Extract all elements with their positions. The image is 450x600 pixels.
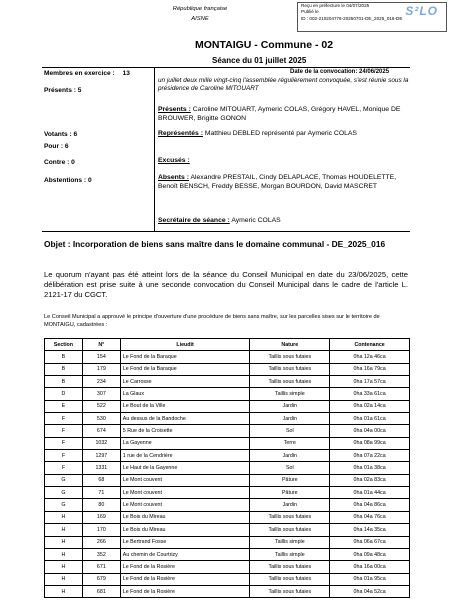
cell-section: F <box>45 425 83 437</box>
cell-nature: Taillis simple <box>250 536 330 548</box>
table-row <box>45 413 410 425</box>
contre-count: Contre : 0 <box>44 159 75 166</box>
cell-lieudit: Le Fond de la Baraque <box>120 351 250 363</box>
cell-nature: Sol <box>250 425 330 437</box>
cell-numero: 674 <box>82 425 120 437</box>
cell-lieudit: Le Carrosse <box>120 376 250 388</box>
cell-lieudit: 1 rue de la Cendrière <box>120 450 250 462</box>
table-row <box>45 561 410 573</box>
cell-nature: Taillis sous futaies <box>250 363 330 375</box>
absents-names: Alexandre PRESTAIL, Cindy DELAPLACE, Thomas HOUDELETTE, Benoît BENSCH, Freddy BESSE, Morgan BOURDON, David MASCRET <box>158 174 397 191</box>
abstentions-count: Abstentions : 0 <box>44 177 92 184</box>
col-lieudit: Lieudit <box>120 339 250 351</box>
cell-numero: 352 <box>82 548 120 560</box>
cell-nature: Taillis sous futaies <box>250 573 330 585</box>
cell-contenance: 0ha 02a 83ca <box>330 474 410 486</box>
secretaire-name: Aymeric COLAS <box>231 217 281 224</box>
prefecture-stamp <box>297 2 447 32</box>
cell-contenance: 0ha 04a 00ca <box>330 425 410 437</box>
table-row <box>45 573 410 585</box>
votants-count: Votants : 6 <box>44 131 78 138</box>
cell-lieudit: Au dessus de la Bandoche <box>120 413 250 425</box>
cell-contenance: 0ha 09a 48ca <box>330 548 410 560</box>
cell-lieudit: Le Mont couvent <box>120 474 250 486</box>
membres-row <box>44 70 130 77</box>
cell-section: H <box>45 536 83 548</box>
cell-contenance: 0ha 33a 61ca <box>330 388 410 400</box>
cell-nature: Taillis sous futaies <box>250 511 330 523</box>
cell-section: B <box>45 351 83 363</box>
cell-lieudit: La Gayenne <box>120 437 250 449</box>
seance-date: Séance du 01 juillet 2025 <box>212 56 307 65</box>
cell-numero: 530 <box>82 413 120 425</box>
col-section: Section <box>45 339 83 351</box>
cell-contenance: 0ha 04a 76ca <box>330 511 410 523</box>
cell-numero: 1331 <box>82 462 120 474</box>
parcels-table <box>44 338 410 598</box>
cell-contenance: 0ha 07a 22ca <box>330 450 410 462</box>
cell-lieudit: Le Haut de la Gayenne <box>120 462 250 474</box>
cell-numero: 154 <box>82 351 120 363</box>
presents-heading: Présents : <box>158 106 191 113</box>
cell-numero: 522 <box>82 400 120 412</box>
cell-section: H <box>45 511 83 523</box>
cell-section: H <box>45 524 83 536</box>
cell-lieudit: Le Mont couvent <box>120 499 250 511</box>
cell-contenance: 0ha 01a 38ca <box>330 462 410 474</box>
table-row <box>45 536 410 548</box>
cell-lieudit: Au chemin de Courtrizy <box>120 548 250 560</box>
cell-lieudit: Le Mont couvent <box>120 487 250 499</box>
cell-nature: Jardin <box>250 400 330 412</box>
convocation-date: Date de la convocation: 24/06/2025 <box>290 69 390 75</box>
departement-label: AISNE <box>191 16 209 22</box>
absents-heading: Absents : <box>158 174 189 181</box>
cell-lieudit: La Glaux <box>120 388 250 400</box>
cell-numero: 307 <box>82 388 120 400</box>
cell-section: G <box>45 499 83 511</box>
cell-numero: 1297 <box>82 450 120 462</box>
page-title: MONTAIGU - Commune - 02 <box>195 39 334 51</box>
membres-label: Membres en exercice : <box>44 70 115 77</box>
cell-section: H <box>45 573 83 585</box>
stamp-line1: Reçu en préfecture le 04/07/2025 <box>301 3 370 8</box>
cell-contenance: 0ha 17a 57ca <box>330 376 410 388</box>
table-row <box>45 499 410 511</box>
cell-contenance: 0ha 14a 35ca <box>330 524 410 536</box>
table-row <box>45 474 410 486</box>
table-row <box>45 524 410 536</box>
header-left <box>120 4 280 24</box>
cell-nature: Jardin <box>250 450 330 462</box>
presents-count: Présents : 5 <box>44 87 82 94</box>
cell-contenance: 0ha 02a 14ca <box>330 400 410 412</box>
republique-label: République française <box>172 6 228 12</box>
cell-lieudit: Le Fond de la Rosière <box>120 561 250 573</box>
cell-section: G <box>45 487 83 499</box>
excuses-block <box>158 156 410 165</box>
cell-contenance: 0ha 12a 46ca <box>330 351 410 363</box>
cell-section: E <box>45 400 83 412</box>
cell-nature: Taillis sous futaies <box>250 561 330 573</box>
representes-names: Matthieu DEBLED représenté par Aymeric COLAS <box>204 130 357 137</box>
table-row <box>45 585 410 597</box>
table-row <box>45 462 410 474</box>
representes-heading: Représentés : <box>158 130 203 137</box>
quorum-paragraph: Le quorum n'ayant pas été atteint lors de la séance du Conseil Municipal en date du 23/06/2025, cette délibération est prise suite à une seconde convocation du Conseil Municipal dans le cadre de l'article L. 2121-17 du CGCT. <box>44 270 408 299</box>
absents-block <box>158 173 410 192</box>
cell-lieudit: Le Fond de la Baraque <box>120 363 250 375</box>
column-divider <box>154 67 155 231</box>
stamp-line3: ID : 002-210204776-20250701-DE_2025_016-DE <box>301 15 403 21</box>
cell-numero: 169 <box>82 511 120 523</box>
cell-section: F <box>45 437 83 449</box>
table-row <box>45 511 410 523</box>
cell-numero: 234 <box>82 376 120 388</box>
table-header-row <box>45 339 410 351</box>
cell-numero: 170 <box>82 524 120 536</box>
cell-nature: Taillis simple <box>250 388 330 400</box>
table-row <box>45 548 410 560</box>
cell-nature: Terre <box>250 437 330 449</box>
table-row <box>45 437 410 449</box>
table-row <box>45 425 410 437</box>
cell-lieudit: Le Fond de la Rosière <box>120 573 250 585</box>
cell-lieudit: Le Bois du Mireau <box>120 511 250 523</box>
cell-numero: 179 <box>82 363 120 375</box>
cell-numero: 671 <box>82 561 120 573</box>
table-row <box>45 363 410 375</box>
cell-section: B <box>45 376 83 388</box>
cell-contenance: 0ha 04a 86ca <box>330 499 410 511</box>
secretaire-block <box>158 216 410 225</box>
cell-numero: 681 <box>82 585 120 597</box>
presents-block <box>158 105 410 124</box>
cell-contenance: 0ha 01a 44ca <box>330 487 410 499</box>
cell-section: D <box>45 388 83 400</box>
cell-contenance: 0ha 04a 52ca <box>330 585 410 597</box>
cell-numero: 68 <box>82 474 120 486</box>
cell-section: F <box>45 450 83 462</box>
cell-nature: Jardin <box>250 413 330 425</box>
slo-logo: S²LO <box>405 4 438 18</box>
table-row <box>45 388 410 400</box>
cell-section: H <box>45 548 83 560</box>
cell-lieudit: Le Bout de la Ville <box>120 400 250 412</box>
stamp-line2: Publié le <box>301 9 319 15</box>
secretaire-heading: Secrétaire de séance : <box>158 217 230 224</box>
bottom-divider <box>42 231 410 232</box>
cell-section: G <box>45 474 83 486</box>
cell-section: H <box>45 585 83 597</box>
cell-contenance: 0ha 16a 00ca <box>330 561 410 573</box>
assembly-intro: un juillet deux mille vingt-cinq l'assemblée régulièrement convoquée, s'est réunie sous la présidence de Caroline MITOUART <box>158 77 409 92</box>
cell-nature: Taillis sous futaies <box>250 351 330 363</box>
table-body <box>45 351 410 598</box>
pour-count: Pour : 6 <box>44 143 69 150</box>
cell-numero: 679 <box>82 573 120 585</box>
cell-numero: 80 <box>82 499 120 511</box>
top-divider <box>42 67 410 68</box>
excuses-heading: Excusés : <box>158 157 190 164</box>
col-numero: N° <box>82 339 120 351</box>
cell-lieudit: Le Fond de la Rosière <box>120 585 250 597</box>
cell-section: B <box>45 363 83 375</box>
cell-contenance: 0ha 06a 67ca <box>330 536 410 548</box>
cell-nature: Taillis sous futaies <box>250 524 330 536</box>
cell-section: F <box>45 462 83 474</box>
cell-nature: Pâture <box>250 487 330 499</box>
cell-nature: Taillis sous futaies <box>250 585 330 597</box>
table-row <box>45 450 410 462</box>
representes-block <box>158 129 410 138</box>
cell-nature: Taillis sous futaies <box>250 376 330 388</box>
cell-section: H <box>45 561 83 573</box>
table-row <box>45 487 410 499</box>
objet-heading: Objet : Incorporation de biens sans maître dans le domaine communal - DE_2025_016 <box>44 239 386 249</box>
table-row <box>45 351 410 363</box>
cell-numero: 1032 <box>82 437 120 449</box>
cell-lieudit: 5 Rue de la Croisette <box>120 425 250 437</box>
cell-lieudit: Le Bertrand Fosse <box>120 536 250 548</box>
cell-nature: Jardin <box>250 499 330 511</box>
cell-contenance: 0ha 01a 61ca <box>330 413 410 425</box>
cell-contenance: 0ha 01a 95ca <box>330 573 410 585</box>
approval-paragraph: Le Conseil Municipal a approuvé le principe d'ouverture d'une procédure de biens sans maître, sur les parcelles sises sur le territoire de MONTAIGU, cadastrées : <box>44 314 380 328</box>
col-nature: Nature <box>250 339 330 351</box>
presents-names: Caroline MITOUART, Aymeric COLAS, Grégory HAVEL, Monique DE BROUWER, Brigitte GONON <box>158 106 401 123</box>
col-contenance: Contenance <box>330 339 410 351</box>
cell-numero: 266 <box>82 536 120 548</box>
membres-value: 13 <box>122 70 130 77</box>
cell-nature: Pâture <box>250 474 330 486</box>
cell-lieudit: Le Bois du Mireau <box>120 524 250 536</box>
cell-contenance: 0ha 16a 79ca <box>330 363 410 375</box>
cell-section: F <box>45 413 83 425</box>
cell-nature: Taillis simple <box>250 548 330 560</box>
table-row <box>45 376 410 388</box>
cell-numero: 71 <box>82 487 120 499</box>
table-row <box>45 400 410 412</box>
cell-contenance: 0ha 08a 99ca <box>330 437 410 449</box>
cell-nature: Sol <box>250 462 330 474</box>
